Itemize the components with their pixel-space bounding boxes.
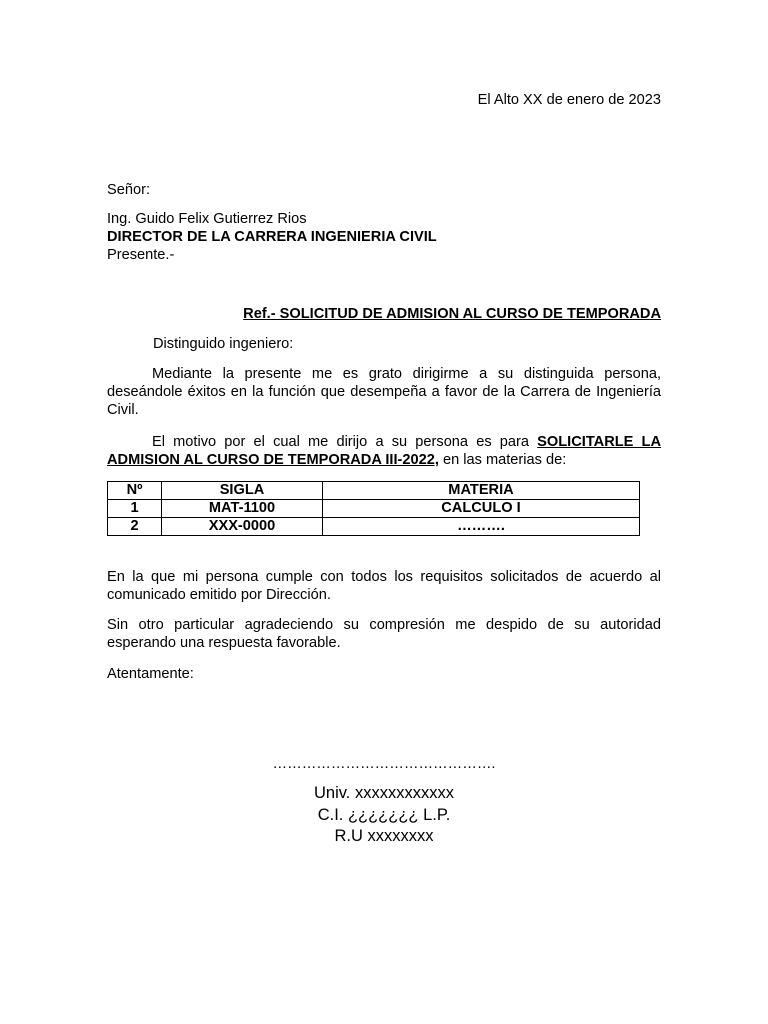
table-cell-materia: CALCULO I [323,500,640,518]
request-end-text: en las materias de: [438,452,567,468]
table-header-row [108,482,640,500]
recipient-name: Ing. Guido Felix Gutierrez Rios [107,211,307,227]
closing: Atentamente: [107,666,194,682]
subjects-table [107,481,640,536]
paragraph-request [107,433,661,469]
table-cell-materia: ………. [323,518,640,536]
signature-ru: R.U xxxxxxxx [334,827,434,845]
table-cell-number: 1 [108,500,162,518]
signature-line: ………………………………………. [272,756,496,772]
table-header-number: Nº [108,482,162,500]
table-header-sigla: SIGLA [162,482,323,500]
signature-name: Univ. xxxxxxxxxxxx [314,784,454,802]
recipient-title: DIRECTOR DE LA CARRERA INGENIERIA CIVIL [107,229,437,245]
table-header-materia: MATERIA [323,482,640,500]
salutation: Señor: [107,182,150,198]
letter-date: El Alto XX de enero de 2023 [477,92,661,108]
presente-line: Presente.- [107,247,175,263]
greeting: Distinguido ingeniero: [153,336,294,352]
reference-line: Ref.- SOLICITUD DE ADMISION AL CURSO DE TEMPORADA [243,306,661,322]
table-row [108,500,640,518]
paragraph-requirements: En la que mi persona cumple con todos los requisitos solicitados de acuerdo al comunicado emitido por Dirección. [107,569,661,603]
request-intro-text: El motivo por el cual me dirijo a su persona es para [152,434,538,450]
table-cell-sigla: MAT-1100 [162,500,323,518]
signature-ci: C.I. ¿¿¿¿¿¿¿ L.P. [317,806,451,824]
paragraph-farewell: Sin otro particular agradeciendo su compresión me despido de su autoridad esperando una respuesta favorable. [107,617,661,651]
paragraph-intro: Mediante la presente me es grato dirigirme a su distinguida persona, deseándole éxitos en la función que desempeña a favor de la Carrera de Ingeniería Civil. [107,366,661,418]
table-row [108,518,640,536]
table-cell-number: 2 [108,518,162,536]
table-cell-sigla: XXX-0000 [162,518,323,536]
request-emphasis-text: SOLICITARLE LA ADMISION AL CURSO DE TEMPORADA III-2022, [107,434,661,468]
